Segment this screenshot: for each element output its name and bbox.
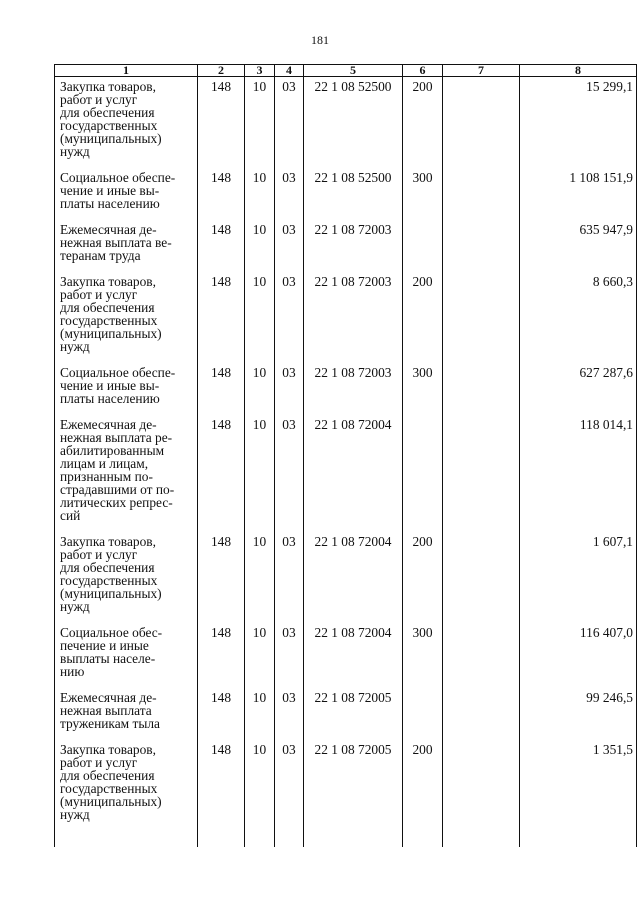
cell-col4: 03 [275,688,304,740]
table-row [55,272,637,363]
col-header-4: 4 [275,65,304,77]
col-header-7: 7 [443,65,520,77]
table-row [55,363,637,415]
cell-col3: 10 [245,688,275,740]
table-filler-row [55,821,637,847]
row-name-cell [55,532,198,623]
cell-col8: 15 299,1 [520,77,637,168]
row-name-cell [55,77,198,168]
row-name-cell [55,168,198,220]
row-name-cell [55,220,198,272]
cell-col7 [443,688,520,740]
cell-col7 [443,168,520,220]
cell-col2: 148 [198,623,245,688]
cell-col6: 300 [403,623,443,688]
cell-col5: 22 1 08 52500 [304,77,403,168]
cell-col5: 22 1 08 72003 [304,363,403,415]
row-name-cell [55,415,198,532]
cell-col5: 22 1 08 72005 [304,688,403,740]
col-header-5: 5 [304,65,403,77]
row-name: Ежемесячная де- нежная выплата ве- теранам труда [60,221,172,263]
cell-col6 [403,688,443,740]
table-row [55,220,637,272]
row-name: Ежемесячная де- нежная выплата труженикам тыла [60,689,160,731]
cell-col8: 116 407,0 [520,623,637,688]
cell-col6 [403,415,443,532]
cell-col8: 8 660,3 [520,272,637,363]
cell-col2: 148 [198,415,245,532]
cell-col8: 99 246,5 [520,688,637,740]
cell-col4: 03 [275,220,304,272]
cell-col3: 10 [245,415,275,532]
cell-col2: 148 [198,363,245,415]
table-row [55,740,637,821]
cell-col7 [443,363,520,415]
col-header-1: 1 [55,65,198,77]
cell-col2: 148 [198,77,245,168]
cell-col7 [443,272,520,363]
cell-col5: 22 1 08 52500 [304,168,403,220]
row-name: Социальное обес- печение и иные выплаты населе- нию [60,624,163,679]
cell-col4: 03 [275,740,304,821]
cell-col5: 22 1 08 72003 [304,272,403,363]
table-row [55,623,637,688]
cell-col8: 1 108 151,9 [520,168,637,220]
cell-col2: 148 [198,220,245,272]
cell-col4: 03 [275,363,304,415]
cell-col6 [403,220,443,272]
cell-col6: 200 [403,532,443,623]
col-header-6: 6 [403,65,443,77]
row-name-cell [55,363,198,415]
cell-col2: 148 [198,168,245,220]
cell-col7 [443,77,520,168]
cell-col2: 148 [198,688,245,740]
cell-col8: 118 014,1 [520,415,637,532]
row-name: Закупка товаров, работ и услуг для обеспечения государственных (муниципальных) нужд [60,79,162,159]
cell-col8: 627 287,6 [520,363,637,415]
row-name-cell [55,688,198,740]
table-row [55,168,637,220]
table-row [55,532,637,623]
cell-col5: 22 1 08 72004 [304,532,403,623]
cell-col2: 148 [198,740,245,821]
cell-col6: 300 [403,363,443,415]
cell-col6: 300 [403,168,443,220]
cell-col7 [443,623,520,688]
cell-col7 [443,220,520,272]
col-header-3: 3 [245,65,275,77]
row-name: Закупка товаров, работ и услуг для обеспечения государственных (муниципальных) нужд [60,741,162,822]
cell-col5: 22 1 08 72005 [304,740,403,821]
row-name: Социальное обеспе- чение и иные вы- платы населению [60,364,176,406]
cell-col3: 10 [245,77,275,168]
cell-col5: 22 1 08 72004 [304,415,403,532]
row-name: Закупка товаров, работ и услуг для обеспечения государственных (муниципальных) нужд [60,533,162,614]
row-name-cell [55,623,198,688]
row-name: Закупка товаров, работ и услуг для обеспечения государственных (муниципальных) нужд [60,273,162,354]
cell-col8: 1 351,5 [520,740,637,821]
cell-col3: 10 [245,740,275,821]
table-row [55,77,637,168]
cell-col2: 148 [198,272,245,363]
cell-col8: 635 947,9 [520,220,637,272]
cell-col4: 03 [275,168,304,220]
table-row [55,415,637,532]
cell-col4: 03 [275,272,304,363]
cell-col5: 22 1 08 72003 [304,220,403,272]
row-name: Социальное обеспе- чение и иные вы- платы населению [60,169,176,211]
cell-col3: 10 [245,168,275,220]
cell-col8: 1 607,1 [520,532,637,623]
cell-col3: 10 [245,623,275,688]
cell-col6: 200 [403,77,443,168]
cell-col6: 200 [403,740,443,821]
cell-col4: 03 [275,415,304,532]
header-row [55,65,637,77]
row-name: Ежемесячная де- нежная выплата ре- абилитированным лицам и лицам, признанным по- страдавшими от по- литических репрес- сий [60,416,175,523]
cell-col4: 03 [275,532,304,623]
cell-col7 [443,532,520,623]
cell-col7 [443,740,520,821]
budget-table [54,64,637,847]
cell-col3: 10 [245,220,275,272]
col-header-8: 8 [520,65,637,77]
table-row [55,688,637,740]
cell-col4: 03 [275,623,304,688]
cell-col3: 10 [245,272,275,363]
cell-col5: 22 1 08 72004 [304,623,403,688]
row-name-cell [55,740,198,821]
cell-col2: 148 [198,532,245,623]
cell-col6: 200 [403,272,443,363]
cell-col3: 10 [245,532,275,623]
cell-col3: 10 [245,363,275,415]
cell-col4: 03 [275,77,304,168]
col-header-2: 2 [198,65,245,77]
cell-col7 [443,415,520,532]
row-name-cell [55,272,198,363]
page-number: 181 [311,33,329,47]
